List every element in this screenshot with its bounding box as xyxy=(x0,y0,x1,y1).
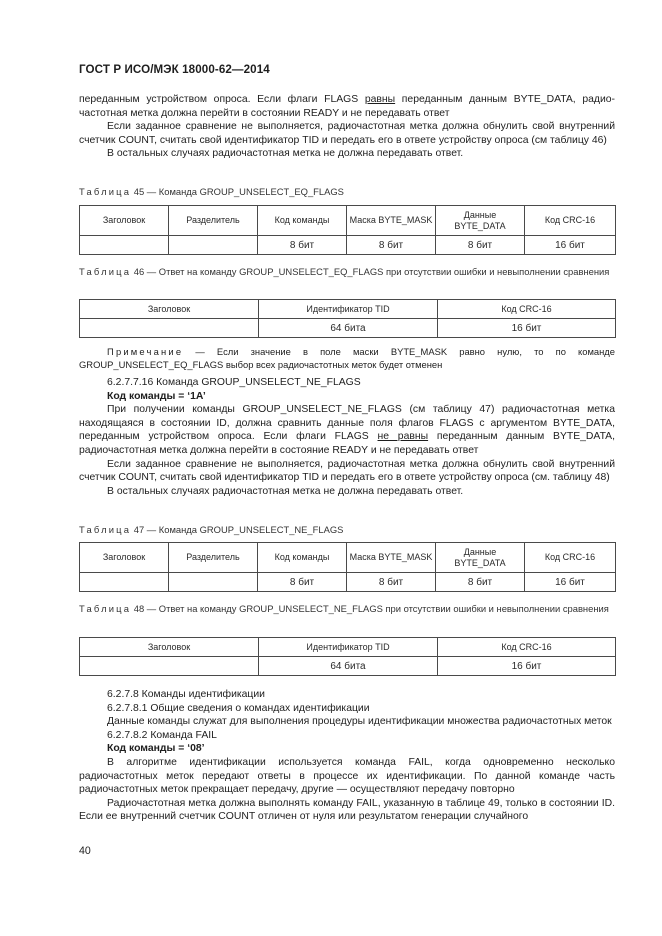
section-ne-paragraph-1 xyxy=(79,403,615,457)
table45-value-cell xyxy=(80,236,169,255)
section-ne-paragraph-3: В остальных случаях радиочастотная метка не должна передавать ответ. xyxy=(107,485,464,497)
table47-value-cell: 16 бит xyxy=(525,573,616,592)
section-ident-block xyxy=(79,688,615,824)
table46 xyxy=(79,299,616,338)
section-ne-paragraph-2: Если заданное сравнение не выполняется, радиочастотная метка должна обнулить свой внутренний счетчик COUNT, считать свой идентификатор TID и передать его в ответе устройству опроса (см. таблицу 48) xyxy=(79,458,615,484)
table45-value-cell: 8 бит xyxy=(436,236,525,255)
table47-value-cell xyxy=(169,573,258,592)
intro-paragraph-2: Если заданное сравнение не выполняется, радиочастотная метка должна обнулить свой внутренний счетчик COUNT, считать свой идентификатор TID и передать его в ответе устройству опроса (см таблицу 46) xyxy=(79,121,615,146)
table48 xyxy=(79,637,616,676)
note-prefix: Примечание xyxy=(107,346,184,357)
section-ne-block xyxy=(79,376,615,498)
note-block xyxy=(79,346,615,371)
section-ident-paragraph-3: Радиочастотная метка должна выполнять команду FAIL, указанную в таблице 49, только в состоянии ID. Если ее внутренний счетчик COUNT отличен от нуля или результатом генерации случайного xyxy=(79,797,615,823)
section-ident-command-code: Код команды = ‘08’ xyxy=(107,743,205,755)
table45-caption xyxy=(79,185,615,199)
table45-value-cell xyxy=(169,236,258,255)
table47-header-cell: Данные BYTE_DATA xyxy=(436,543,525,573)
table48-caption xyxy=(79,603,615,616)
table46-header-cell: Код CRC-16 xyxy=(438,300,616,319)
table47-header-cell: Маска BYTE_MASK xyxy=(347,543,436,573)
table45-header-cell: Маска BYTE_MASK xyxy=(347,206,436,236)
table45-caption-text: 45 — Команда GROUP_UNSELECT_EQ_FLAGS xyxy=(131,186,344,197)
table47-value-cell: 8 бит xyxy=(258,573,347,592)
intro-text-a: переданным устройством опроса. Если флаги FLAGS xyxy=(79,94,365,105)
table47 xyxy=(79,542,616,592)
table47-caption xyxy=(79,523,615,537)
page-number: 40 xyxy=(79,845,91,857)
table47-caption-text: 47 — Команда GROUP_UNSELECT_NE_FLAGS xyxy=(131,524,344,535)
table47-header-cell: Код CRC-16 xyxy=(525,543,616,573)
table45-header-cell: Заголовок xyxy=(80,206,169,236)
table46-value-cell: 64 бита xyxy=(259,319,438,338)
section-ne-command-code: Код команды = ‘1A’ xyxy=(107,390,206,402)
intro-text-b: переданным данным BYTE_DATA, радио-частотная метка должна перейти в состоянии READY и не передавать ответ xyxy=(79,94,615,119)
intro-underlined: равны xyxy=(364,94,396,105)
note-text: — Если значение в поле маски BYTE_MASK равно нулю, то по команде GROUP_UNSELECT_EQ_FLAGS выбор всех радиочастотных меток будет отменен xyxy=(79,346,615,370)
table45-value-cell: 8 бит xyxy=(258,236,347,255)
table47-header-cell: Код команды xyxy=(258,543,347,573)
table48-header-cell: Идентификатор TID xyxy=(259,638,438,657)
table47-value-cell xyxy=(80,573,169,592)
table45-header-cell: Код команды xyxy=(258,206,347,236)
section-ne-heading: 6.2.7.7.16 Команда GROUP_UNSELECT_NE_FLAGS xyxy=(107,377,361,388)
table45-header-cell: Код CRC-16 xyxy=(525,206,616,236)
table47-caption-prefix: Таблица xyxy=(79,524,132,535)
table45 xyxy=(79,205,616,255)
document-header: ГОСТ Р ИСО/МЭК 18000-62—2014 xyxy=(79,63,270,76)
table48-value-cell xyxy=(80,657,259,676)
table47-header-cell: Заголовок xyxy=(80,543,169,573)
table48-caption-text: 48 — Ответ на команду GROUP_UNSELECT_NE_FLAGS при отсутствии ошибки и невыполнении сравнения xyxy=(131,603,609,614)
table46-value-cell: 16 бит xyxy=(438,319,616,338)
table48-header-cell: Код CRC-16 xyxy=(438,638,616,657)
section-ne-text-a: При получении команды GROUP_UNSELECT_NE_FLAGS (см таблицу 47) радиочастотная метка находящаяся в состоянии ID, должна сравнить данные поля флагов FLAGS с аргументом BYTE_DATA, переданным устройством опроса. Если флаги FLAGS xyxy=(79,404,615,443)
table46-caption-text: 46 — Ответ на команду GROUP_UNSELECT_EQ_FLAGS при отсутствии ошибки и невыполнении сравнения xyxy=(131,266,610,277)
table45-caption-prefix: Таблица xyxy=(79,186,132,197)
table48-header-cell: Заголовок xyxy=(80,638,259,657)
section-ident-paragraph-2: В алгоритме идентификации используется команда FAIL, когда одновременно несколько радиочастотных меток передают ответы в процессе их идентификации. По данной команде часть радиочастотных меток прекращает передачу, другие — осуществляют передачу повторно xyxy=(79,756,615,796)
table45-value-cell: 16 бит xyxy=(525,236,616,255)
table45-value-cell: 8 бит xyxy=(347,236,436,255)
table47-header-cell: Разделитель xyxy=(169,543,258,573)
table48-caption-prefix: Таблица xyxy=(79,603,132,614)
table46-caption xyxy=(79,266,615,279)
table46-header-cell: Идентификатор TID xyxy=(259,300,438,319)
table48-value-cell: 64 бита xyxy=(259,657,438,676)
table46-header-cell: Заголовок xyxy=(80,300,259,319)
section-ident-heading-2: 6.2.7.8.1 Общие сведения о командах идентификации xyxy=(107,702,370,714)
intro-block xyxy=(79,93,615,161)
table46-value-cell xyxy=(80,319,259,338)
section-ident-heading-3: 6.2.7.8.2 Команда FAIL xyxy=(107,729,217,741)
table47-value-cell: 8 бит xyxy=(436,573,525,592)
section-ne-underlined: не равны xyxy=(377,431,429,443)
table47-value-cell: 8 бит xyxy=(347,573,436,592)
intro-paragraph-3: В остальных случаях радиочастотная метка не должна передавать ответ. xyxy=(107,148,464,160)
section-ident-paragraph-1: Данные команды служат для выполнения процедуры идентификации множества радиочастотных меток xyxy=(107,716,612,728)
table45-header-cell: Данные BYTE_DATA xyxy=(436,206,525,236)
table46-caption-prefix: Таблица xyxy=(79,266,132,277)
section-ne-text-b: переданным данным BYTE_DATA, радиочастотная метка должна перейти в состояние READY и не передавать ответ xyxy=(79,431,615,456)
table48-value-cell: 16 бит xyxy=(438,657,616,676)
section-ident-heading-1: 6.2.7.8 Команды идентификации xyxy=(107,689,265,700)
intro-paragraph-1 xyxy=(79,93,615,120)
table45-header-cell: Разделитель xyxy=(169,206,258,236)
